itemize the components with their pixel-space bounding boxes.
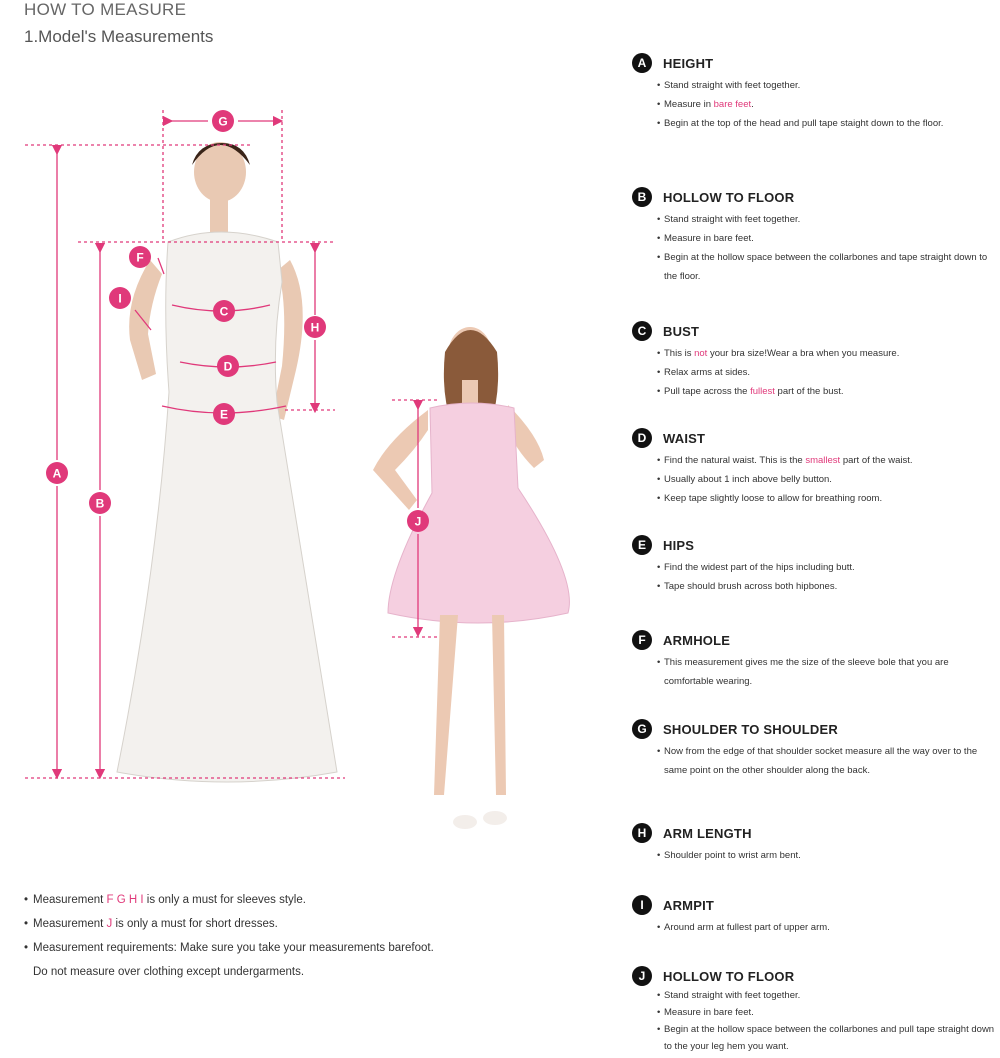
list-item: • Begin at the hollow space between the collarbones and pull tape straight down to the your leg hem you want. [664, 1021, 1000, 1055]
label-e: E [219, 407, 229, 422]
section-armhole [632, 629, 1000, 691]
section-title: ARM LENGTH [663, 825, 752, 841]
note-requirements: • Measurement requirements: Make sure you take your measurements barefoot. [33, 936, 604, 960]
list-item: • Begin at the hollow space between the collarbones and tape straight down to the floor. [664, 248, 1000, 286]
section-title: HEIGHT [663, 55, 714, 71]
badge-c: C [632, 321, 652, 341]
section-title: WAIST [663, 430, 706, 446]
badge-f: F [632, 630, 652, 650]
page-title: HOW TO MEASURE [24, 0, 187, 19]
list-item: • Measure in bare feet. [664, 1004, 1000, 1021]
section-title: ARMHOLE [663, 632, 731, 648]
section-title: HOLLOW TO FLOOR [663, 189, 795, 205]
list-item: • Usually about 1 inch above belly button. [664, 470, 1000, 489]
section-hollow-to-floor-short [632, 965, 1000, 1055]
label-i: I [118, 291, 122, 306]
section-title: HOLLOW TO FLOOR [663, 968, 795, 984]
page-subtitle: 1.Model's Measurements [24, 27, 214, 46]
section-hips [632, 534, 1000, 596]
badge-e: E [632, 535, 652, 555]
label-a: A [52, 466, 62, 481]
badge-a: A [632, 53, 652, 73]
list-item: • Pull tape across the fullest part of the bust. [664, 382, 1000, 401]
list-item: • Around arm at fullest part of upper arm. [664, 918, 1000, 937]
list-item: • Relax arms at sides. [664, 363, 1000, 382]
section-height [632, 52, 1000, 133]
note-short-dresses: • Measurement J is only a must for short dresses. [33, 912, 604, 936]
list-item: • Find the widest part of the hips including butt. [664, 558, 1000, 577]
badge-g: G [632, 719, 652, 739]
section-waist [632, 427, 1000, 508]
list-item: • Now from the edge of that shoulder socket measure all the way over to the same point on the other shoulder along the back. [664, 742, 1000, 780]
list-item: • Measure in bare feet. [664, 229, 1000, 248]
list-item: • Keep tape slightly loose to allow for breathing room. [664, 489, 1000, 508]
list-item: • Shoulder point to wrist arm bent. [664, 846, 1000, 865]
section-title: SHOULDER TO SHOULDER [663, 721, 838, 737]
list-item: • Find the natural waist. This is the smallest part of the waist. [664, 451, 1000, 470]
section-title: BUST [663, 323, 700, 339]
bride-figure [117, 142, 337, 782]
section-title: HIPS [663, 537, 695, 553]
label-f: F [136, 250, 144, 265]
section-hollow-to-floor [632, 186, 1000, 286]
section-armpit [632, 894, 1000, 937]
list-item: • Begin at the top of the head and pull tape staight down to the floor. [664, 114, 1000, 133]
list-item: • Stand straight with feet together. [664, 210, 1000, 229]
label-c: C [219, 304, 229, 319]
label-h: H [310, 320, 320, 335]
badge-j: J [632, 966, 652, 986]
list-item: • Tape should brush across both hipbones. [664, 577, 1000, 596]
list-item: • Stand straight with feet together. [664, 76, 1000, 95]
notes [24, 888, 604, 984]
list-item: • Stand straight with feet together. [664, 987, 1000, 1004]
label-j: J [414, 514, 422, 529]
badge-b: B [632, 187, 652, 207]
note-undergarments: Do not measure over clothing except undergarments. [33, 966, 305, 978]
badge-d: D [632, 428, 652, 448]
list-item: • Measure in bare feet. [664, 95, 1000, 114]
section-title: ARMPIT [663, 897, 715, 913]
girl-figure [373, 327, 569, 829]
label-g: G [218, 114, 228, 129]
section-shoulder-to-shoulder [632, 718, 1000, 780]
badge-i: I [632, 895, 652, 915]
section-bust [632, 320, 1000, 401]
badge-h: H [632, 823, 652, 843]
list-item: • This measurement gives me the size of the sleeve bole that you are comfortable wearing. [664, 653, 1000, 691]
list-item: • This is not your bra size!Wear a bra when you measure. [664, 344, 1000, 363]
section-arm-length [632, 822, 1000, 865]
label-d: D [223, 359, 233, 374]
label-b: B [95, 496, 105, 511]
note-sleeves: • Measurement F G H I is only a must for sleeves style. [33, 888, 604, 912]
